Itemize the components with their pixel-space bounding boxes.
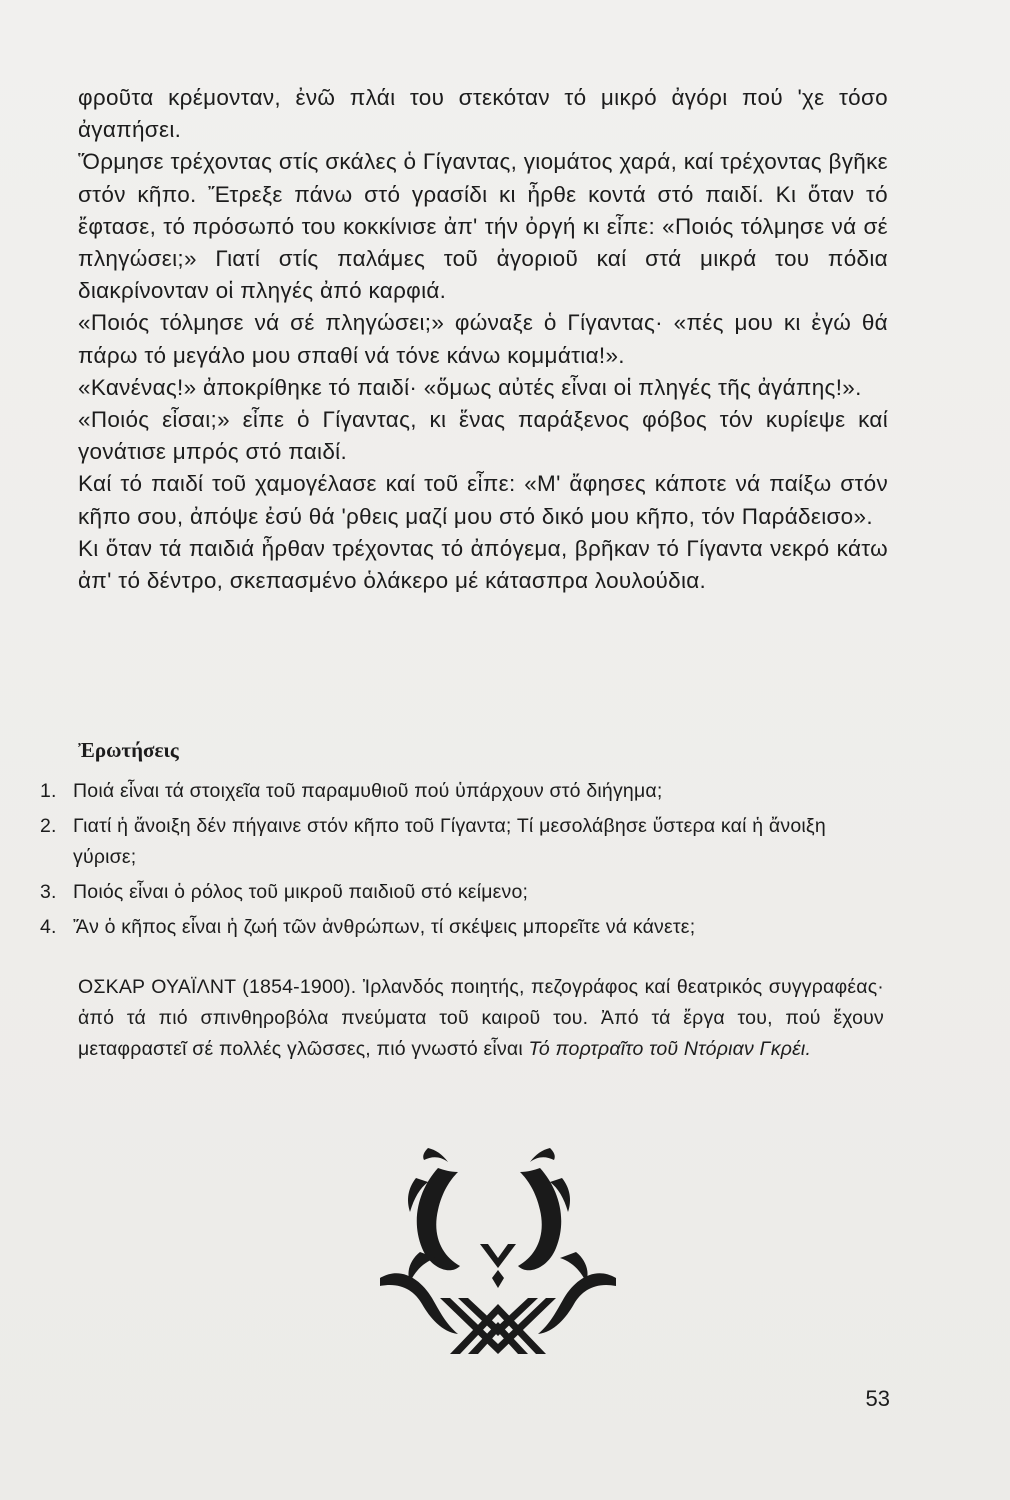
question-number: 3. — [40, 881, 57, 903]
question-number: 4. — [40, 916, 57, 938]
page-number: 53 — [865, 1386, 890, 1411]
question-item — [40, 877, 890, 908]
author-bio-text: ΟΣΚΑΡ ΟΥΑΪΛΝΤ (1854-1900). Ἰρλανδός ποιητής, πεζογράφος καί θεατρικός συγγραφέας· ἀπό τά πιό σπινθηροβόλα πνεύματα τοῦ καιροῦ του. Ἀπό τά ἔργα του, πού ἔχουν μεταφραστεῖ σέ πολλές γλῶσσες, πιό γνωστό εἶναι — [78, 976, 884, 1060]
question-text: Ποιός εἶναι ὁ ρόλος τοῦ μικροῦ παιδιοῦ στό κείμενο; — [73, 881, 529, 903]
story-text — [78, 82, 888, 597]
story-paragraph: «Ποιός τόλμησε νά σέ πληγώσει;» φώναξε ὁ Γίγαντας· «πές μου κι ἐγώ θά πάρω τό μεγάλο μου σπαθί νά τόνε κάνω κομμάτια!». — [78, 310, 888, 368]
story-paragraph: «Ποιός εἶσαι;» εἶπε ὁ Γίγαντας, κι ἕνας παράξενος φόβος τόν κυρίεψε καί γονάτισε μπρός στό παιδί. — [78, 407, 888, 465]
flame-ornament-icon — [380, 1148, 620, 1358]
story-paragraph: φροῦτα κρέμονταν, ἐνῶ πλάι του στεκόταν τό μικρό ἀγόρι πού 'χε τόσο ἀγαπήσει. — [78, 85, 888, 143]
question-text: Ποιά εἶναι τά στοιχεῖα τοῦ παραμυθιοῦ πού ὑπάρχουν στό διήγημα; — [73, 780, 663, 802]
questions-heading: Ἐρωτήσεις — [78, 738, 179, 762]
story-paragraph: «Κανένας!» ἀποκρίθηκε τό παιδί· «ὅμως αὐτές εἶναι οἱ πληγές τῆς ἀγάπης!». — [78, 374, 862, 400]
story-paragraph: Κι ὅταν τά παιδιά ἦρθαν τρέχοντας τό ἀπόγεμα, βρῆκαν τό Γίγαντα νεκρό κάτω ἀπ' τό δέντρο, σκεπασμένο ὁλάκερο μέ κάτασπρα λουλούδια. — [78, 535, 888, 594]
author-bio — [78, 972, 884, 1065]
question-number: 1. — [40, 780, 57, 802]
question-text: Γιατί ἡ ἄνοιξη δέν πήγαινε στόν κῆπο τοῦ Γίγαντα; Τί μεσολάβησε ὕστερα καί ἡ ἄνοιξη γύρισε; — [73, 815, 826, 868]
questions-list — [40, 776, 890, 947]
author-work-title: Τό πορτραῖτο τοῦ Ντόριαν Γκρέι. — [528, 1038, 812, 1060]
question-item — [40, 776, 890, 807]
question-item — [40, 811, 890, 873]
story-paragraph: Καί τό παιδί τοῦ χαμογέλασε καί τοῦ εἶπε: «Μ' ἄφησες κάποτε νά παίξω στόν κῆπο σου, ἀπόψε ἐσύ θά 'ρθεις μαζί μου στό δικό μου κῆπο, τόν Παράδεισο». — [78, 471, 888, 529]
story-paragraph: Ὅρμησε τρέχοντας στίς σκάλες ὁ Γίγαντας, γιομάτος χαρά, καί τρέχοντας βγῆκε στόν κῆπο. Ἔτρεξε πάνω στό γρασίδι κι ἦρθε κοντά στό παιδί. Κι ὅταν τό ἔφτασε, τό πρόσωπό του κοκκίνισε ἀπ' τήν ὀργή κι εἶπε: «Ποιός τόλμησε νά σέ πληγώσει;» Γιατί στίς παλάμες τοῦ ἀγοριοῦ καί στά μικρά του πόδια διακρίνονταν οἱ πληγές ἀπό καρφιά. — [78, 149, 888, 304]
question-number: 2. — [40, 815, 57, 837]
question-text: Ἄν ὁ κῆπος εἶναι ἡ ζωή τῶν ἀνθρώπων, τί σκέψεις μπορεῖτε νά κάνετε; — [73, 916, 696, 938]
question-item — [40, 912, 890, 943]
